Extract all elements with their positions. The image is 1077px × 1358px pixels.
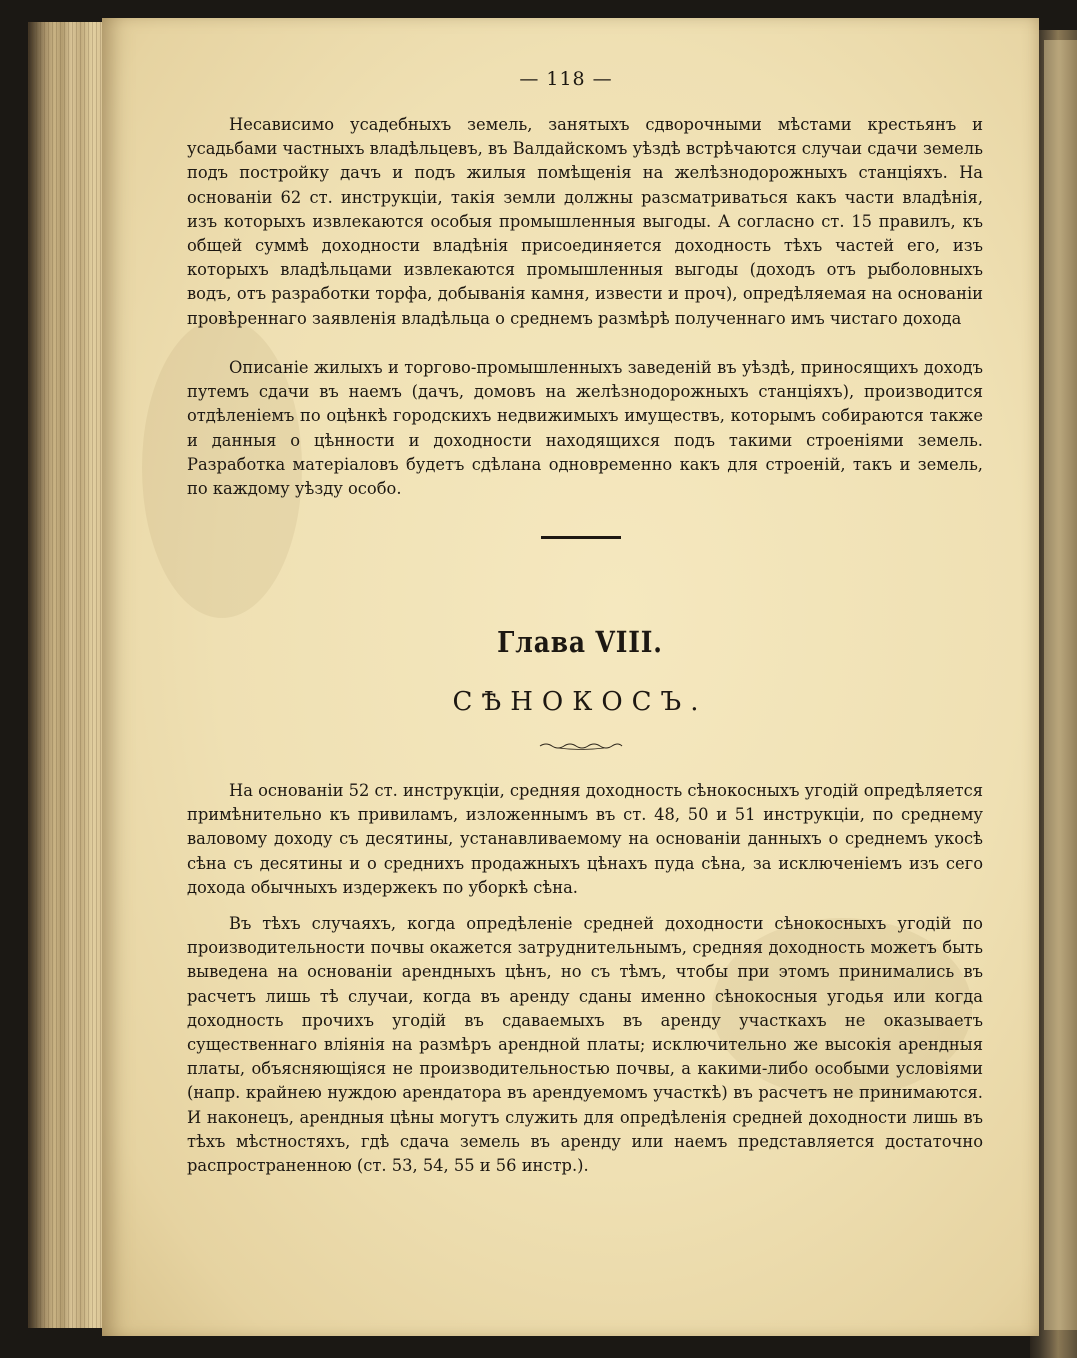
paragraph-top-2 <box>187 356 983 501</box>
paragraph-text: Несависимо усадебныхъ земель, занятыхъ сдворочными мѣстами крестьянъ и усадьбами частныхъ владѣльцевъ, въ Валдайскомъ уѣздѣ встрѣчаются случаи сдачи земель подъ постройку дачъ и подъ жилыя помѣщенія на желѣзнодорожныхъ станціяхъ. На основаніи 62 ст. инструкціи, такія земли должны разсматриваться какъ части владѣнія, изъ которыхъ извлекаются особыя промышленныя выгоды. А согласно ст. 15 правилъ, къ общей суммѣ доходности владѣнія присоединяется доходность тѣхъ частей его, изъ которыхъ владѣльцами извлекаются промышленныя выгоды (доходъ отъ рыболовныхъ водъ, отъ разработки торфа, добыванія камня, извести и проч), опредѣляемая на основаніи провѣреннаго заявленія владѣльца о среднемъ размѣрѣ полученнаго имъ чистаго дохода <box>187 115 983 328</box>
paragraph-text: Въ тѣхъ случаяхъ, когда опредѣленіе средней доходности сѣнокосныхъ угодій по производительности почвы окажется затруднительнымъ, средняя доходность можетъ быть выведена на основаніи арендныхъ цѣнъ, но съ тѣмъ, чтобы при этомъ принимались въ расчетъ лишь тѣ случаи, когда въ аренду сданы именно сѣнокосныя угодья или когда доходность прочихъ угодій въ сдаваемыхъ въ аренду участкахъ не оказываетъ существеннаго вліянія на размѣръ арендной платы; исключительно же высокія арендныя платы, объясняющіяся не производительностью почвы, а какими-либо особыми условіями (напр. крайнею нуждою арендатора въ арендуемомъ участкѣ) въ расчетъ не принимаются. И наконецъ, арендныя цѣны могутъ служить для опредѣленія средней доходности лишь въ тѣхъ мѣстностяхъ, гдѣ сдача земель въ аренду или наемъ представляется достаточно распространенною (ст. 53, 54, 55 и 56 инстр.). <box>187 914 983 1176</box>
page-number: — 118 — <box>519 68 613 90</box>
chapter-title: Глава VIII. <box>497 625 663 659</box>
section-title: СѢНОКОСЪ. <box>452 687 708 717</box>
facing-page-strip <box>1044 40 1077 1330</box>
ornament-flourish-icon <box>538 740 624 752</box>
paragraph-text: Описаніе жилыхъ и торгово-промышленныхъ заведеній въ уѣздѣ, приносящихъ доходъ путемъ сдачи въ наемъ (дачъ, домовъ на желѣзнодорожныхъ станціяхъ), производится отдѣленіемъ по оцѣнкѣ городскихъ недвижимыхъ имуществъ, которымъ собираются также и данныя о цѣнности и доходности находящихся подъ такими строеніями земель. Разработка матеріаловъ будетъ сдѣлана одновременно какъ для строеній, такъ и земель, по каждому уѣзду особо. <box>187 358 983 499</box>
paragraph-bottom-2 <box>187 912 983 1178</box>
paragraph-top-1 <box>187 113 983 331</box>
section-divider-rule <box>541 536 621 539</box>
paragraph-bottom-1 <box>187 779 983 900</box>
paragraph-text: На основаніи 52 ст. инструкціи, средняя доходность сѣнокосныхъ угодій опредѣляется примѣнительно къ привиламъ, изложеннымъ въ ст. 48, 50 и 51 инструкціи, по среднему валовому доходу съ десятины, устанавливаемому на основаніи данныхъ о среднемъ укосѣ сѣна съ десятины и о среднихъ продажныхъ цѣнахъ пуда сѣна, за исключеніемъ изъ сего дохода обычныхъ издержекъ по уборкѣ сѣна. <box>187 781 983 897</box>
